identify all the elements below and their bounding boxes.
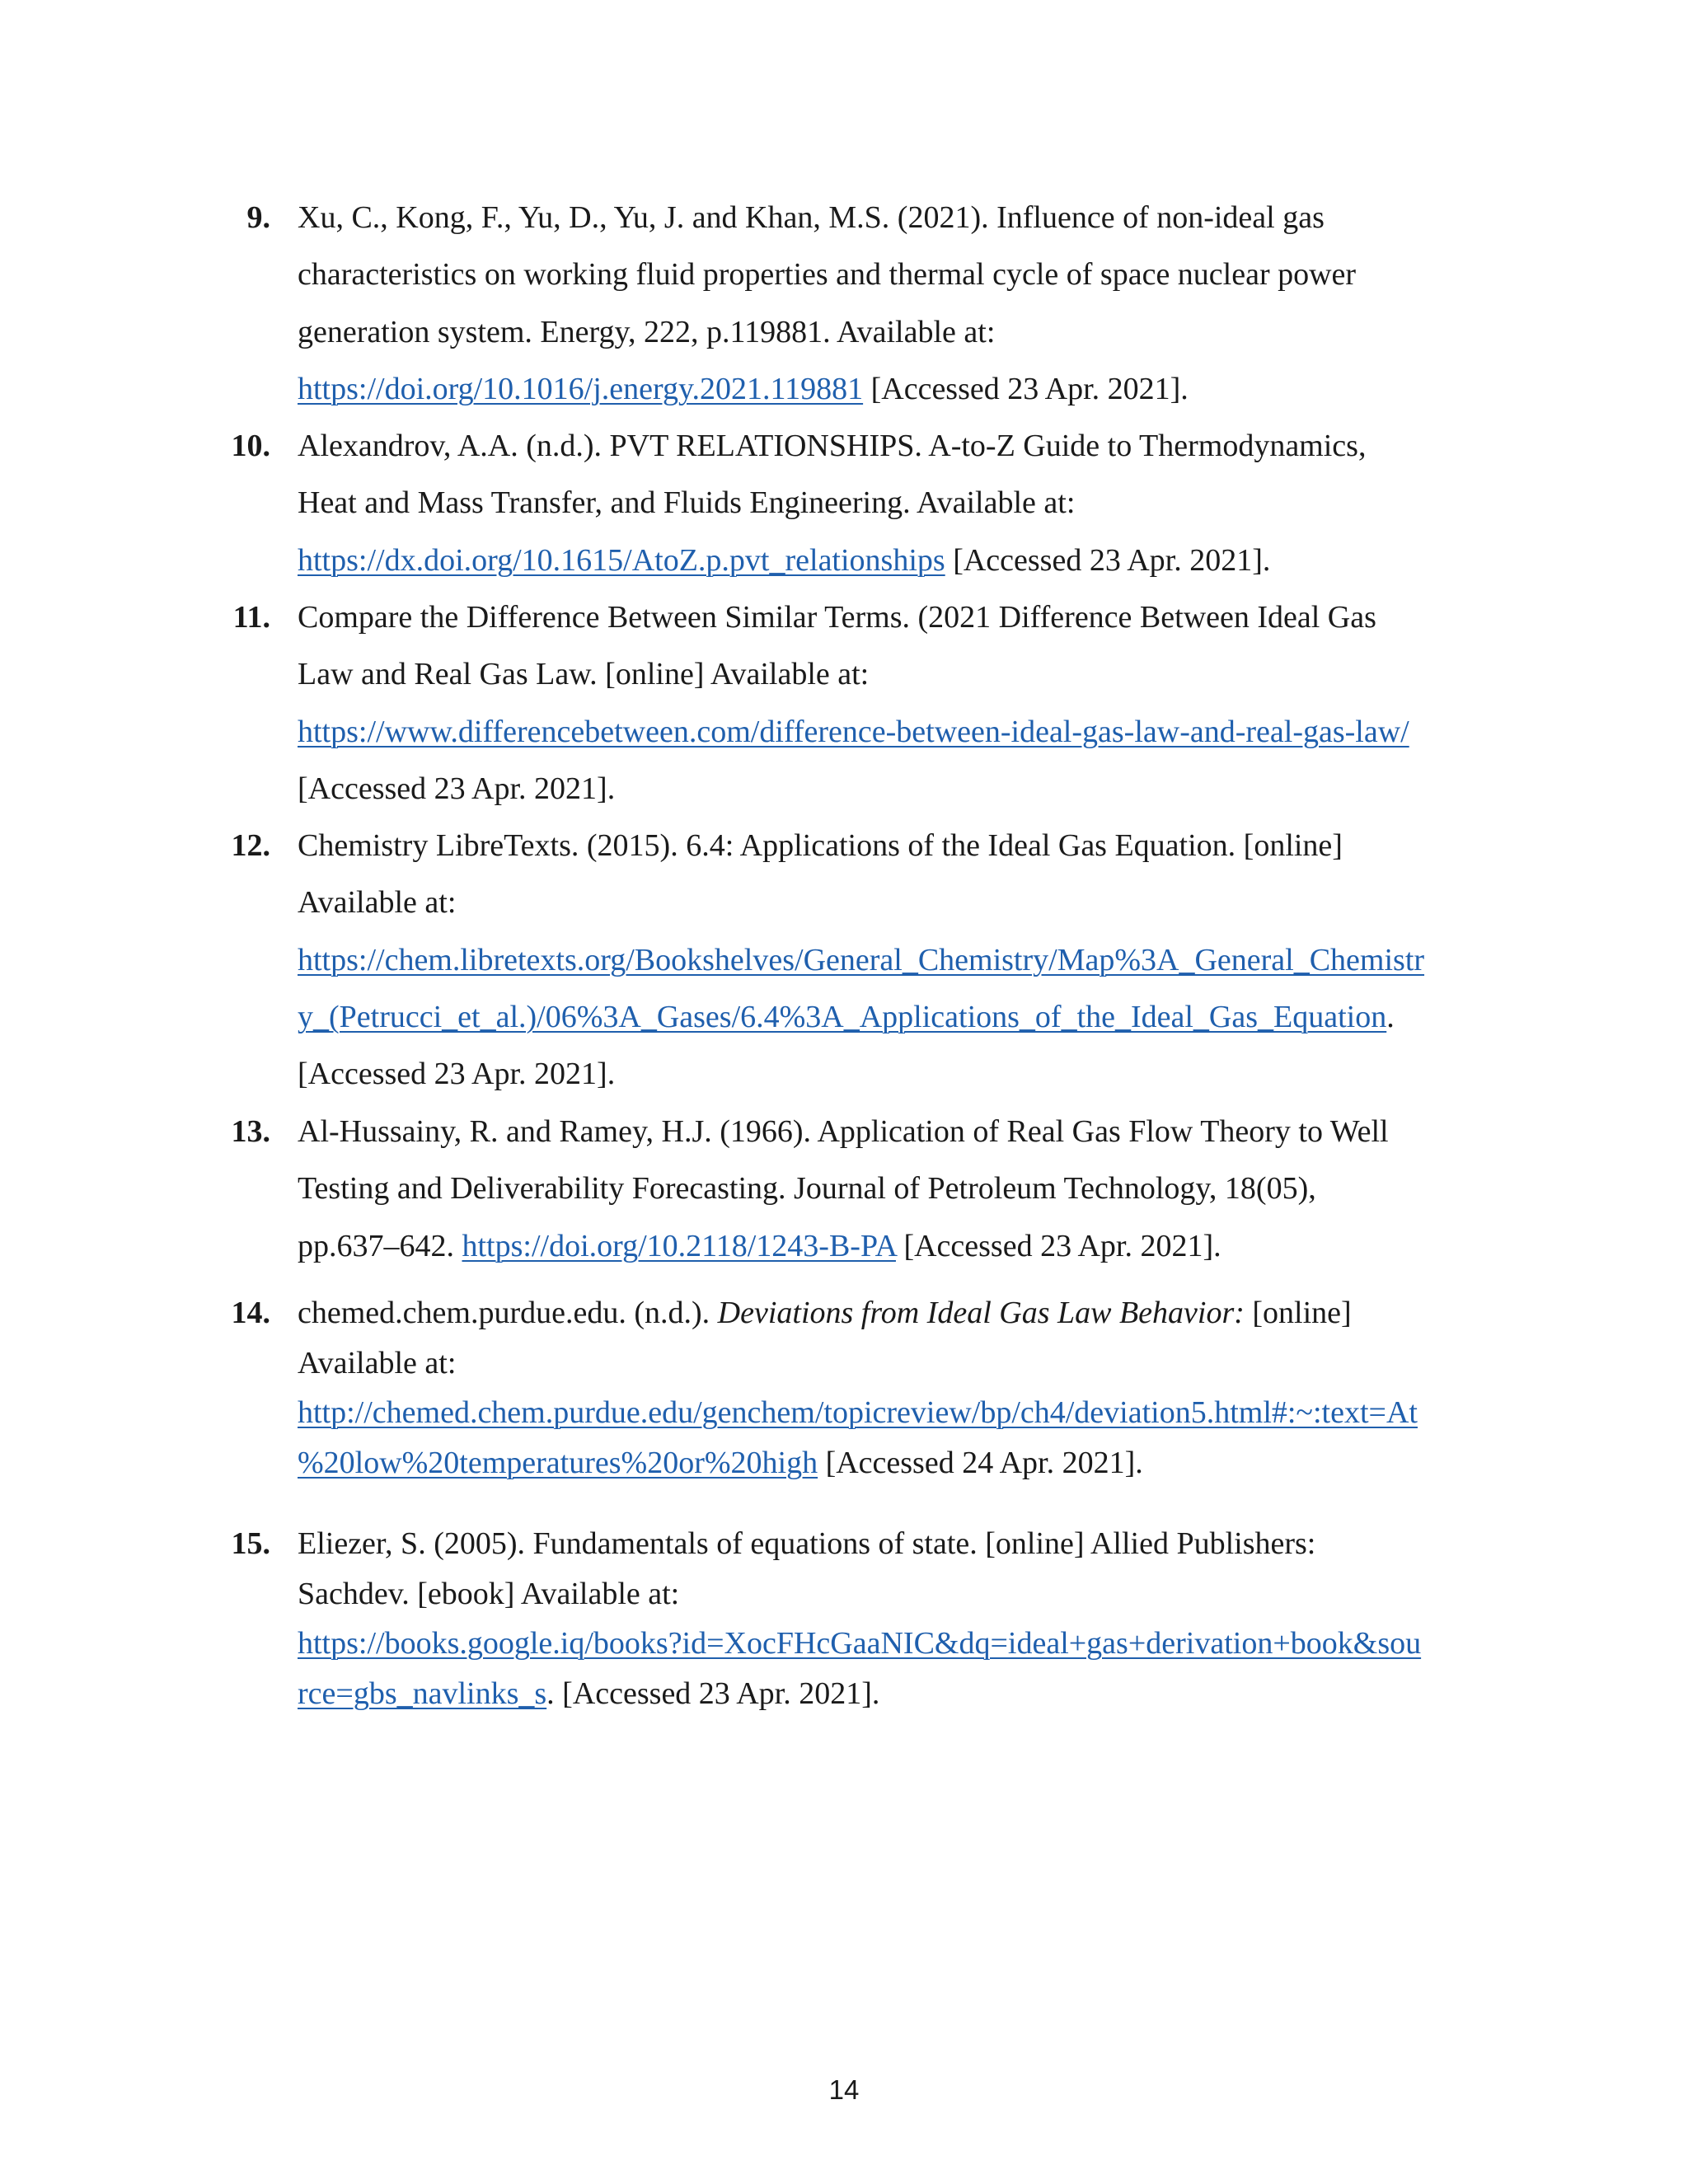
reference-line: Available at: [298, 885, 457, 921]
reference-number: 10. [231, 429, 270, 463]
reference-line: Sachdev. [ebook] Available at: [298, 1576, 680, 1611]
reference-line: [Accessed 23 Apr. 2021]. [298, 1057, 616, 1092]
reference-line: Al-Hussainy, R. and Ramey, H.J. (1966). Application of Real Gas Flow Theory to Well [298, 1114, 1389, 1149]
reference-text [298, 190, 1509, 418]
reference-line: Chemistry LibreTexts. (2015). 6.4: Applications of the Ideal Gas Equation. [online] [298, 828, 1343, 863]
reference-line: generation system. Energy, 222, p.119881. Available at: [298, 314, 996, 349]
reference-line: Available at: [298, 1345, 457, 1380]
reference-line [298, 704, 1509, 761]
reference-line: Compare the Difference Between Similar Terms. (2021 Difference Between Ideal Gas [298, 600, 1376, 635]
reference-text [298, 1104, 1509, 1275]
reference-link[interactable]: https://books.google.iq/books?id=XocFHcGaaNIC&dq=ideal+gas+derivation+book&sou [298, 1626, 1422, 1661]
reference-link[interactable]: %20low%20temperatures%20or%20high [298, 1445, 818, 1480]
reference-text [298, 418, 1509, 589]
reference-line: Xu, C., Kong, F., Yu, D., Yu, J. and Khan, M.S. (2021). Influence of non-ideal gas [298, 200, 1325, 235]
reference-link[interactable]: rce=gbs_navlinks_s [298, 1675, 547, 1711]
reference-line: Law and Real Gas Law. [online] Available at: [298, 657, 870, 692]
reference-number: 14. [231, 1296, 270, 1330]
reference-line: https://doi.org/10.1016/j.energy.2021.119881 [Accessed 23 Apr. 2021]. [298, 371, 1189, 406]
reference-line: Testing and Deliverability Forecasting. Journal of Petroleum Technology, 18(05), [298, 1171, 1316, 1207]
reference-number: 12. [231, 828, 270, 863]
reference-line: [Accessed 23 Apr. 2021]. [298, 771, 616, 806]
reference-link[interactable]: https://www.differencebetween.com/difference-between-ideal-gas-law-and-real-gas-law/ [298, 714, 1409, 749]
reference-link[interactable]: http://chemed.chem.purdue.edu/genchem/topicreview/bp/ch4/deviation5.html#:~:text=At [298, 1395, 1418, 1430]
reference-text [298, 589, 1509, 818]
reference-number: 9. [246, 200, 270, 235]
reference-link[interactable]: https://doi.org/10.2118/1243-B-PA [462, 1228, 896, 1263]
reference-line [298, 932, 1509, 989]
reference-line: chemed.chem.purdue.edu. (n.d.). Deviations from Ideal Gas Law Behavior: [online] [298, 1296, 1352, 1330]
page-number: 14 [828, 2074, 860, 2105]
reference-line: rce=gbs_navlinks_s. [Accessed 23 Apr. 2021]. [298, 1675, 880, 1711]
reference-link[interactable]: https://dx.doi.org/10.1615/AtoZ.p.pvt_relationships [298, 542, 945, 578]
reference-line: Alexandrov, A.A. (n.d.). PVT RELATIONSHIPS. A-to-Z Guide to Thermodynamics, [298, 429, 1367, 463]
reference-number: 11. [232, 600, 270, 635]
reference-line: Eliezer, S. (2005). Fundamentals of equations of state. [online] Allied Publishers: [298, 1526, 1316, 1561]
reference-link[interactable]: https://chem.libretexts.org/Bookshelves/General_Chemistry/Map%3A_General_Chemistr [298, 942, 1425, 977]
reference-line: pp.637–642. https://doi.org/10.2118/1243-B-PA [Accessed 23 Apr. 2021]. [298, 1228, 1221, 1263]
reference-line: characteristics on working fluid properties and thermal cycle of space nuclear power [298, 257, 1357, 293]
reference-number: 13. [231, 1114, 270, 1149]
reference-line: https://dx.doi.org/10.1615/AtoZ.p.pvt_relationships [Accessed 23 Apr. 2021]. [298, 542, 1271, 578]
reference-line: y_(Petrucci_et_al.)/06%3A_Gases/6.4%3A_Applications_of_the_Ideal_Gas_Equation. [298, 999, 1395, 1034]
reference-text [298, 1519, 1509, 1718]
reference-line: Heat and Mass Transfer, and Fluids Engineering. Available at: [298, 485, 1076, 521]
reference-text [298, 1288, 1509, 1488]
reference-link[interactable]: y_(Petrucci_et_al.)/06%3A_Gases/6.4%3A_Applications_of_the_Ideal_Gas_Equation [298, 999, 1387, 1034]
reference-line [298, 1388, 1509, 1438]
reference-line [298, 1619, 1509, 1669]
reference-text [298, 818, 1509, 1103]
reference-link[interactable]: https://doi.org/10.1016/j.energy.2021.119881 [298, 371, 864, 406]
reference-number: 15. [231, 1526, 270, 1561]
reference-line: %20low%20temperatures%20or%20high [Accessed 24 Apr. 2021]. [298, 1445, 1143, 1480]
